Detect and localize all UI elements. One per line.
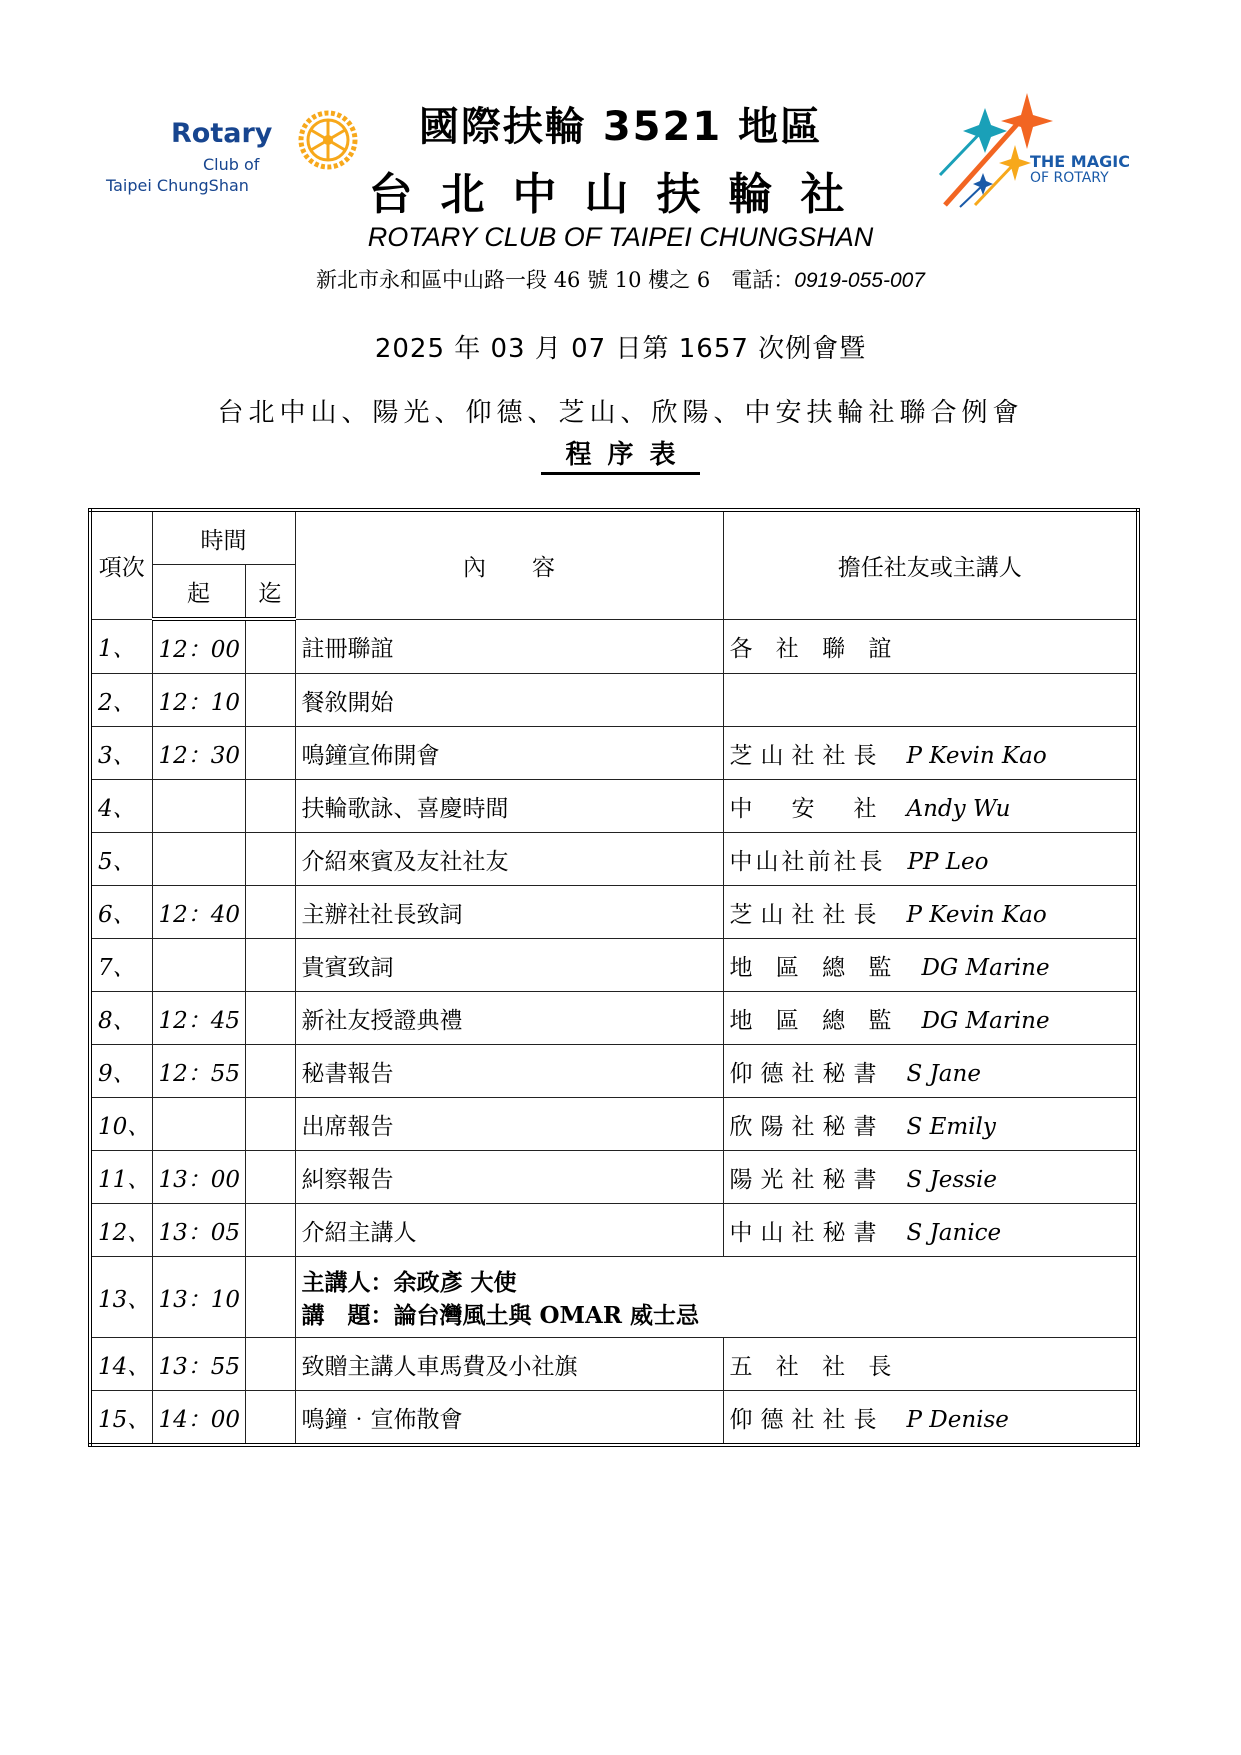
logo-club-of: Club of — [203, 155, 260, 174]
row-role: 地 區 總 監 — [729, 954, 900, 981]
row-person — [723, 1391, 1138, 1446]
table-row — [90, 619, 1138, 674]
row-content: 介紹來賓及友社社友 — [295, 833, 723, 886]
row-no: 5、 — [90, 833, 152, 886]
row-name — [899, 1354, 921, 1380]
row-end — [245, 939, 295, 992]
row-role: 欣陽社秘書 — [729, 1113, 885, 1140]
logo-rotary-word: Rotary — [171, 118, 273, 149]
row-start: 13：55 — [152, 1338, 245, 1391]
table-row — [90, 674, 1138, 727]
row-person — [723, 619, 1138, 674]
row-no: 8、 — [90, 992, 152, 1045]
address-text: 新北市永和區中山路一段 46 號 10 樓之 6 電話： — [316, 268, 795, 292]
row-name: P Kevin Kao — [906, 742, 1047, 769]
header-time: 時間 — [152, 510, 295, 565]
row-no: 9、 — [90, 1045, 152, 1098]
magic-of-rotary-logo — [935, 93, 1150, 213]
table-row — [90, 1338, 1138, 1391]
table-row — [90, 780, 1138, 833]
row-end — [245, 674, 295, 727]
row-name: PP Leo — [907, 848, 989, 875]
header-person: 擔任社友或主講人 — [723, 510, 1138, 619]
joint-meeting-line: 台北中山、陽光、仰德、芝山、欣陽、中安扶輪社聯合例會 — [217, 398, 1024, 428]
row-start: 13：05 — [152, 1204, 245, 1257]
row-role: 陽光社秘書 — [729, 1166, 885, 1193]
meeting-line: 2025 年 03 月 07 日第 1657 次例會暨 — [374, 334, 867, 364]
row-start — [152, 939, 245, 992]
row-end — [245, 1045, 295, 1098]
row-start: 12：30 — [152, 727, 245, 780]
row-name: DG Marine — [921, 1007, 1050, 1034]
row-start: 13：00 — [152, 1151, 245, 1204]
row-content: 介紹主講人 — [295, 1204, 723, 1257]
row-role: 中山社前社長 — [729, 848, 886, 875]
row-person — [723, 886, 1138, 939]
row-content: 貴賓致詞 — [295, 939, 723, 992]
table-row — [90, 939, 1138, 992]
row-person — [723, 1151, 1138, 1204]
row-person — [723, 992, 1138, 1045]
table-row — [90, 727, 1138, 780]
row-start: 12：00 — [152, 619, 245, 674]
table-row — [90, 1045, 1138, 1098]
row-no: 3、 — [90, 727, 152, 780]
row-end — [245, 1151, 295, 1204]
row-start: 14：00 — [152, 1391, 245, 1446]
row-end — [245, 886, 295, 939]
row-role: 五 社 社 長 — [729, 1353, 900, 1380]
row-no: 13、 — [90, 1257, 152, 1338]
row-person — [723, 939, 1138, 992]
row-end — [245, 833, 295, 886]
row-start: 13：10 — [152, 1257, 245, 1338]
address-line — [0, 264, 1241, 294]
row-name: S Jessie — [906, 1166, 997, 1193]
row-end — [245, 619, 295, 674]
row-start — [152, 780, 245, 833]
row-end — [245, 1204, 295, 1257]
row-person — [723, 780, 1138, 833]
table-row — [90, 1204, 1138, 1257]
schedule-table — [88, 508, 1140, 1447]
row-content: 主辦社社長致詞 — [295, 886, 723, 939]
row-start: 12：40 — [152, 886, 245, 939]
row-role: 仰德社秘書 — [729, 1060, 885, 1087]
row-name: P Denise — [906, 1406, 1009, 1433]
district-title: 國際扶輪 3521 地區 — [418, 104, 823, 150]
header-start: 起 — [152, 565, 245, 620]
program-title — [0, 438, 1241, 475]
row-role: 芝山社社長 — [729, 742, 885, 769]
row-end — [245, 1257, 295, 1338]
row-role: 各 社 聯 誼 — [729, 635, 900, 662]
magic-line2: OF ROTARY — [1030, 170, 1109, 186]
row-start — [152, 833, 245, 886]
row-topic: 講 題：論台灣風土與 OMAR 威士忌 — [301, 1302, 699, 1329]
row-no: 1、 — [90, 619, 152, 674]
row-role: 仰德社社長 — [729, 1406, 885, 1433]
row-content: 鳴鐘宣佈開會 — [295, 727, 723, 780]
row-content: 扶輪歌詠、喜慶時間 — [295, 780, 723, 833]
row-no: 15、 — [90, 1391, 152, 1446]
row-start — [152, 1098, 245, 1151]
row-no: 11、 — [90, 1151, 152, 1204]
logo-club-name: Taipei ChungShan — [106, 176, 249, 195]
phone-number: 0919-055-007 — [794, 269, 925, 292]
row-person — [723, 1204, 1138, 1257]
table-row — [90, 1257, 1138, 1338]
row-name: S Janice — [906, 1219, 1002, 1246]
row-content: 致贈主講人車馬費及小社旗 — [295, 1338, 723, 1391]
row-role: 中山社秘書 — [729, 1219, 885, 1246]
row-role: 地 區 總 監 — [729, 1007, 900, 1034]
table-row — [90, 1391, 1138, 1446]
row-content: 新社友授證典禮 — [295, 992, 723, 1045]
row-start: 12：55 — [152, 1045, 245, 1098]
row-end — [245, 780, 295, 833]
row-name: DG Marine — [921, 954, 1050, 981]
table-row — [90, 1151, 1138, 1204]
row-end — [245, 992, 295, 1045]
row-speaker: 主講人：余政彥 大使 — [301, 1269, 517, 1296]
club-english-name: ROTARY CLUB OF TAIPEI CHUNGSHAN — [367, 222, 874, 252]
row-person — [723, 1338, 1138, 1391]
table-row — [90, 886, 1138, 939]
row-end — [245, 1338, 295, 1391]
row-end — [245, 1098, 295, 1151]
table-row — [90, 833, 1138, 886]
program-title-text: 程序表 — [541, 438, 699, 475]
row-end — [245, 1391, 295, 1446]
row-start: 12：10 — [152, 674, 245, 727]
row-person — [723, 833, 1138, 886]
row-content: 鳴鐘‧宣佈散會 — [295, 1391, 723, 1446]
row-name — [730, 687, 752, 713]
table-row — [90, 1098, 1138, 1151]
header-no: 項次 — [90, 510, 152, 619]
row-content: 出席報告 — [295, 1098, 723, 1151]
header-content: 內 容 — [295, 510, 723, 619]
row-person — [723, 1098, 1138, 1151]
row-no: 2、 — [90, 674, 152, 727]
row-no: 4、 — [90, 780, 152, 833]
row-content: 餐敘開始 — [295, 674, 723, 727]
row-role: 中 安 社 — [729, 795, 885, 822]
table-row — [90, 992, 1138, 1045]
row-content: 註冊聯誼 — [295, 619, 723, 674]
row-no: 14、 — [90, 1338, 152, 1391]
row-name: P Kevin Kao — [906, 901, 1047, 928]
magic-line1: THE MAGIC — [1030, 152, 1130, 171]
row-person — [723, 727, 1138, 780]
row-name: Andy Wu — [906, 795, 1011, 822]
row-name: S Jane — [906, 1060, 981, 1087]
row-role: 芝山社社長 — [729, 901, 885, 928]
row-end — [245, 727, 295, 780]
row-person — [723, 674, 1138, 727]
row-speaker-topic — [295, 1257, 1138, 1338]
row-content: 秘書報告 — [295, 1045, 723, 1098]
header-end: 迄 — [245, 565, 295, 620]
row-start: 12：45 — [152, 992, 245, 1045]
row-name — [899, 636, 921, 662]
row-person — [723, 1045, 1138, 1098]
row-name: S Emily — [906, 1113, 996, 1140]
row-no: 12、 — [90, 1204, 152, 1257]
row-no: 10、 — [90, 1098, 152, 1151]
row-content: 糾察報告 — [295, 1151, 723, 1204]
row-no: 7、 — [90, 939, 152, 992]
club-title: 台北中山扶輪社 — [368, 169, 873, 220]
row-no: 6、 — [90, 886, 152, 939]
